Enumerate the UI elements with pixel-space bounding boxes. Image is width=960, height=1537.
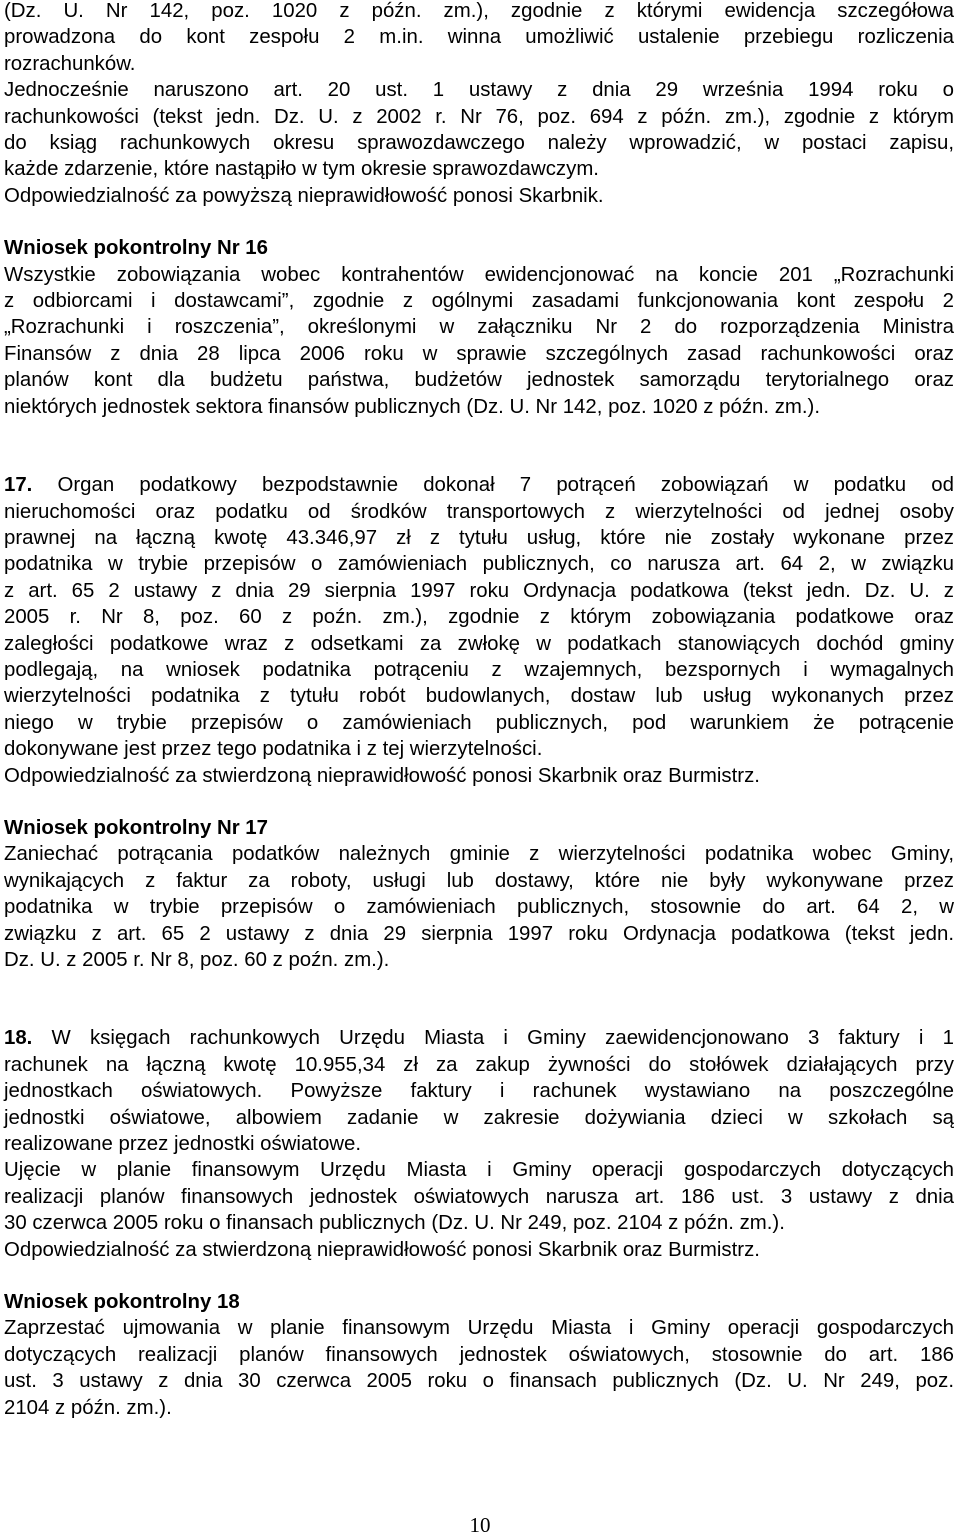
text-line: niego w trybie przepisów o zamówieniach publicznych, pod warunkiem że potrącenie	[4, 711, 954, 734]
recommendation-heading: Wniosek pokontrolny Nr 17	[4, 816, 268, 839]
text-line: niektórych jednostek sektora finansów publicznych (Dz. U. Nr 142, poz. 1020 z późn. zm.).	[4, 395, 821, 418]
recommendation-16	[4, 235, 954, 420]
responsibility-line: Odpowiedzialność za stwierdzoną nieprawidłowość ponosi Skarbnik oraz Burmistrz.	[4, 764, 760, 787]
recommendation-17	[4, 815, 954, 973]
finding-number: 17.	[4, 474, 33, 497]
text-line: podatnika w trybie przepisów o zamówieniach publicznych, stosownie do art. 64 2, w	[4, 896, 954, 919]
text-line: Dz. U. z 2005 r. Nr 8, poz. 60 z poźn. zm.).	[4, 949, 390, 971]
text-line: jednostki oświatowe, albowiem zadanie w zakresie dożywiania dzieci w szkołach są	[4, 1106, 954, 1129]
spacer	[4, 209, 954, 235]
text-line: zaległości podatkowe wraz z odsetkami za zwłokę w podatkach stanowiących dochód gminy	[4, 632, 954, 655]
text-line: realizacji planów finansowych jednostek oświatowych narusza art. 186 ust. 3 ustawy z dnia	[4, 1185, 954, 1208]
text-line: rachunek na łączną kwotę 10.955,34 zł za zakup żywności do stołówek działających przy	[4, 1053, 954, 1076]
recommendation-18	[4, 1289, 954, 1421]
text-line: 2104 z późn. zm.).	[4, 1396, 172, 1419]
text-line: planów kont dla budżetu państwa, budżetów jednostek samorządu terytorialnego oraz	[4, 369, 954, 392]
finding-text: W księgach rachunkowych Urzędu Miasta i Gminy zaewidencjonowano 3 faktury i 1	[32, 1027, 954, 1050]
text-line: do ksiąg rachunkowych okresu sprawozdawczego należy wprowadzić, w postaci zapisu,	[4, 132, 954, 155]
text-line: prowadzona do kont zespołu 2 m.in. winna umożliwić ustalenie przebiegu rozliczenia	[4, 26, 954, 49]
text-line: 2005 r. Nr 8, poz. 60 z poźn. zm.), zgodnie z którym zobowiązania podatkowe oraz	[4, 606, 954, 629]
paragraph-violation	[4, 77, 954, 183]
text-line: nieruchomości oraz podatku od środków transportowych z wierzytelności od jednej osoby	[4, 500, 954, 523]
responsibility-line: Odpowiedzialność za powyższą nieprawidłowość ponosi Skarbnik.	[4, 184, 604, 207]
text-line	[4, 1025, 954, 1051]
text-line: z art. 65 2 ustawy z dnia 29 sierpnia 1997 roku Ordynacja podatkowa (tekst jedn. Dz. U. z	[4, 579, 954, 602]
recommendation-heading: Wniosek pokontrolny 18	[4, 1291, 240, 1314]
paragraph-intro	[4, 0, 954, 77]
text-line: ust. 3 ustawy z dnia 30 czerwca 2005 roku o finansach publicznych (Dz. U. Nr 249, poz.	[4, 1370, 954, 1393]
spacer	[4, 1263, 954, 1289]
text-line: rozrachunków.	[4, 52, 136, 75]
text-line: wierzytelności podatnika z tytułu robót budowlanych, dostaw lub usług wykonanych przez	[4, 685, 954, 708]
text-line: Zaniechać potrącania podatków należnych gminie z wierzytelności podatnika wobec Gminy,	[4, 843, 954, 866]
text-line: dokonywane jest przez tego podatnika i z tej wierzytelności.	[4, 738, 543, 761]
text-line: Ujęcie w planie finansowym Urzędu Miasta i Gminy operacji gospodarczych dotyczących	[4, 1159, 954, 1182]
document-page	[4, 0, 954, 1421]
text-line: podatnika w trybie przepisów o zamówieniach publicznych, co narusza art. 64 2, w związku	[4, 553, 954, 576]
spacer	[4, 973, 954, 1025]
responsibility-line: Odpowiedzialność za stwierdzoną nieprawidłowość ponosi Skarbnik oraz Burmistrz.	[4, 1238, 760, 1261]
text-line: „Rozrachunki i roszczenia”, określonymi w załączniku Nr 2 do rozporządzenia Ministra	[4, 316, 954, 339]
text-line: jednostkach oświatowych. Powyższe faktury i rachunek wystawiano na poszczególne	[4, 1080, 954, 1103]
finding-text: Organ podatkowy bezpodstawnie dokonał 7 potrąceń zobowiązań w podatku od	[32, 474, 954, 497]
spacer	[4, 789, 954, 815]
text-line: 30 czerwca 2005 roku o finansach publicznych (Dz. U. Nr 249, poz. 2104 z późn. zm.).	[4, 1212, 785, 1235]
text-line: związku z art. 65 2 ustawy z dnia 29 sierpnia 1997 roku Ordynacja podatkowa (tekst jedn.	[4, 922, 954, 945]
finding-17	[4, 472, 954, 789]
text-line: każde zdarzenie, które nastąpiło w tym okresie sprawozdawczym.	[4, 158, 599, 181]
text-line: realizowane przez jednostki oświatowe.	[4, 1133, 362, 1156]
recommendation-heading: Wniosek pokontrolny Nr 16	[4, 237, 268, 260]
text-line: rachunkowości (tekst jedn. Dz. U. z 2002 r. Nr 76, poz. 694 z późn. zm.), zgodnie z którym	[4, 105, 954, 128]
text-line: Wszystkie zobowiązania wobec kontrahentów ewidencjonować na koncie 201 „Rozrachunki	[4, 263, 954, 286]
text-line: z odbiorcami i dostawcami”, zgodnie z ogólnymi zasadami funkcjonowania kont zespołu 2	[4, 290, 954, 313]
text-line: wynikających z faktur za roboty, usługi lub dostawy, które nie były wykonywane przez	[4, 869, 954, 892]
finding-number: 18.	[4, 1027, 33, 1050]
text-line: Zaprzestać ujmowania w planie finansowym Urzędu Miasta i Gminy operacji gospodarczych	[4, 1317, 954, 1340]
text-line: dotyczących realizacji planów finansowych jednostek oświatowych, stosownie do art. 186	[4, 1343, 954, 1366]
text-line: prawnej na łączną kwotę 43.346,97 zł z tytułu usług, które nie zostały wykonane przez	[4, 526, 954, 549]
spacer	[4, 420, 954, 472]
text-line: (Dz. U. Nr 142, poz. 1020 z późn. zm.), zgodnie z którymi ewidencja szczegółowa	[4, 0, 954, 22]
text-line: podlegają, na wniosek podatnika potrąceniu z wzajemnych, bezspornych i wymagalnych	[4, 658, 954, 681]
text-line: Jednocześnie naruszono art. 20 ust. 1 ustawy z dnia 29 września 1994 roku o	[4, 79, 954, 102]
text-line	[4, 472, 954, 498]
finding-18	[4, 1025, 954, 1263]
page-number: 10	[469, 1513, 491, 1537]
text-line: Finansów z dnia 28 lipca 2006 roku w sprawie szczególnych zasad rachunkowości oraz	[4, 342, 954, 365]
